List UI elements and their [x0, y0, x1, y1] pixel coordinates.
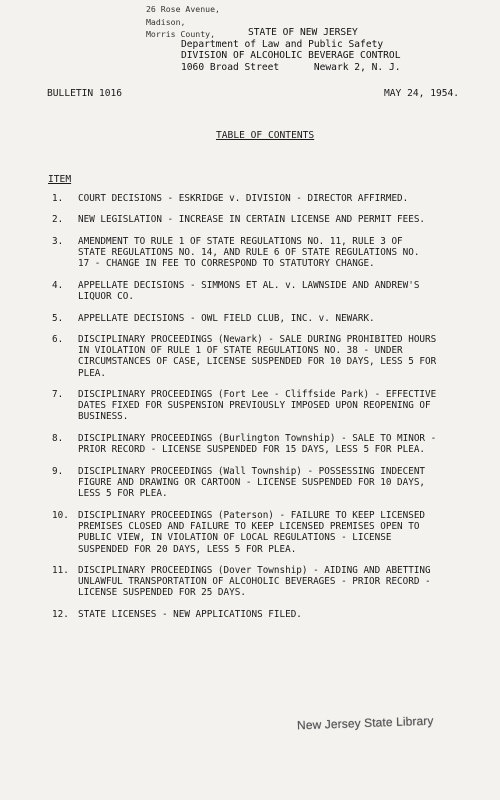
item-number: 9.	[52, 466, 64, 477]
stamp-line-3: Morris County,	[146, 29, 216, 40]
item-number: 1.	[52, 193, 64, 204]
item-number: 8.	[52, 433, 64, 444]
letterhead	[175, 27, 401, 74]
item-number: 11.	[52, 565, 69, 576]
item-text: DISCIPLINARY PROCEEDINGS (Wall Township) - POSSESSING INDECENT FIGURE AND DRAWING OR CARTOON - LICENSE SUSPENDED FOR 10 DAYS, LESS 5 FOR PLEA.	[78, 466, 426, 500]
item-number: 12.	[52, 609, 69, 620]
city-address: Newark 2, N. J.	[313, 62, 401, 74]
item-number: 2.	[52, 214, 64, 225]
division-name: DIVISION OF ALCOHOLIC BEVERAGE CONTROL	[181, 50, 401, 62]
address-line	[175, 62, 401, 74]
item-number: 6.	[52, 334, 64, 345]
state-name: STATE OF NEW JERSEY	[248, 27, 358, 38]
item-number: 10.	[52, 510, 69, 521]
department-name: Department of Law and Public Safety	[181, 38, 384, 50]
item-text: DISCIPLINARY PROCEEDINGS (Paterson) - FAILURE TO KEEP LICENSED PREMISES CLOSED AND FAILURE TO KEEP LICENSED PREMISES OPEN TO PUBLIC VIEW, IN VIOLATION OF LOCAL REGULATIONS - LICENSE SUSPENDED FOR 20 DAYS, LESS 5 FOR PLEA.	[78, 510, 426, 555]
item-number: 3.	[52, 236, 64, 247]
stamp-line-1: 26 Rose Avenue,	[146, 4, 220, 14]
table-of-contents-title: TABLE OF CONTENTS	[216, 130, 315, 141]
item-text: DISCIPLINARY PROCEEDINGS (Dover Township) - AIDING AND ABETTING UNLAWFUL TRANSPORTATION OF ALCOHOLIC BEVERAGES - PRIOR RECORD - LICENSE SUSPENDED FOR 25 DAYS.	[78, 565, 431, 599]
item-text: APPELLATE DECISIONS - OWL FIELD CLUB, INC. v. NEWARK.	[78, 313, 375, 324]
street-address: 1060 Broad Street	[181, 62, 280, 74]
item-text: APPELLATE DECISIONS - SIMMONS ET AL. v. LAWNSIDE AND ANDREW'S LIQUOR CO.	[78, 280, 420, 303]
item-text: DISCIPLINARY PROCEEDINGS (Burlington Township) - SALE TO MINOR - PRIOR RECORD - LICENSE SUSPENDED FOR 15 DAYS, LESS 5 FOR PLEA.	[78, 433, 437, 456]
item-text: AMENDMENT TO RULE 1 OF STATE REGULATIONS NO. 11, RULE 3 OF STATE REGULATIONS NO. 14, AND RULE 6 OF STATE REGULATIONS NO. 17 - CHANGE IN FEE TO CORRESPOND TO STATUTORY CHANGE.	[78, 236, 420, 270]
bulletin-date: MAY 24, 1954.	[384, 88, 460, 99]
item-text: NEW LEGISLATION - INCREASE IN CERTAIN LICENSE AND PERMIT FEES.	[78, 214, 426, 225]
item-number: 4.	[52, 280, 64, 291]
item-number: 7.	[52, 389, 64, 400]
item-number: 5.	[52, 313, 64, 324]
item-text: STATE LICENSES - NEW APPLICATIONS FILED.	[78, 609, 302, 620]
item-column-label: ITEM	[48, 174, 72, 185]
library-stamp: New Jersey State Library	[296, 713, 434, 733]
bulletin-number: BULLETIN 1016	[47, 88, 123, 99]
item-text: DISCIPLINARY PROCEEDINGS (Fort Lee - Cliffside Park) - EFFECTIVE DATES FIXED FOR SUSPENSION PREVIOUSLY IMPOSED UPON REOPENING OF BUSINESS.	[78, 389, 437, 423]
item-text: COURT DECISIONS - ESKRIDGE v. DIVISION - DIRECTOR AFFIRMED.	[78, 193, 409, 204]
stamp-line-2: Madison,	[146, 16, 186, 27]
item-text: DISCIPLINARY PROCEEDINGS (Newark) - SALE DURING PROHIBITED HOURS IN VIOLATION OF RULE 1 OF STATE REGULATIONS NO. 38 - UNDER CIRCUMSTANCES OF CASE, LICENSE SUSPENDED FOR 10 DAYS, LESS 5 FOR PLEA.	[78, 334, 437, 379]
